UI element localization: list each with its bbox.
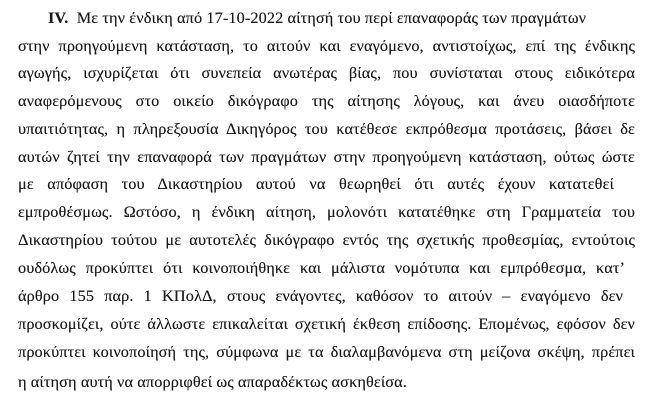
paragraph-line-13: προκύπτει κοινοποίησή της, σύμφωνα με τα διαλαμβανόμενα στη μείζονα σκέψη, πρέπει xyxy=(18,342,635,361)
paragraph-line-4: αναφερόμενους στο οικείο δικόγραφο της αίτησης λόγους, και άνευ οιασδήποτε xyxy=(18,91,635,110)
paragraph-line-10: ουδόλως προκύπτει ότι κοινοποιήθηκε και μάλιστα νομότυπα και εμπρόθεσμα, κατ’ xyxy=(18,258,625,277)
paragraph-line-9: Δικαστηρίου τούτου με αυτοτελές δικόγραφο εντός της σχετικής προθεσμίας, εντούτοις xyxy=(18,230,635,249)
paragraph-line-8: εμπροθέσμως. Ωστόσο, η ένδικη αίτηση, μολονότι κατατέθηκε στη Γραμματεία του xyxy=(18,202,635,221)
paragraph-line-5: υπαιτιότητας, η πληρεξουσία Δικηγόρος του κατέθεσε εκπρόθεσμα προτάσεις, βάσει δε xyxy=(18,119,635,138)
paragraph-line-3: αγωγής, ισχυρίζεται ότι συνεπεία ανωτέρας βίας, που συνίσταται στους ειδικότερα xyxy=(18,63,635,82)
paragraph-line-1 xyxy=(48,8,635,28)
section-number: IV. xyxy=(48,8,69,27)
paragraph-line-7: με απόφαση του Δικαστηρίου αυτού να θεωρηθεί ότι αυτές έχουν κατατεθεί xyxy=(18,174,614,193)
line-text: Με την ένδικη από 17-10-2022 αίτησή του περί επαναφοράς των πραγμάτων xyxy=(76,8,587,27)
paragraph-line-11: άρθρο 155 παρ. 1 ΚΠολΔ, στους ενάγοντες, καθόσον το αιτούν – εναγόμενο δεν xyxy=(18,286,623,305)
paragraph-line-6: αυτών ζητεί την επαναφορά των πραγμάτων στην προηγούμενη κατάσταση, ούτως ώστε xyxy=(18,147,635,166)
paragraph-line-14: η αίτηση αυτή να απορριφθεί ως απαραδέκτως ασκηθείσα. xyxy=(18,372,407,391)
paragraph-line-12: προσκομίζει, ούτε άλλωστε επικαλείται σχετική έκθεση επίδοσης. Επομένως, εφόσον δεν xyxy=(18,314,635,333)
paragraph-line-2: στην προηγούμενη κατάσταση, το αιτούν και εναγόμενο, αντιστοίχως, επί της ένδικης xyxy=(18,36,635,55)
